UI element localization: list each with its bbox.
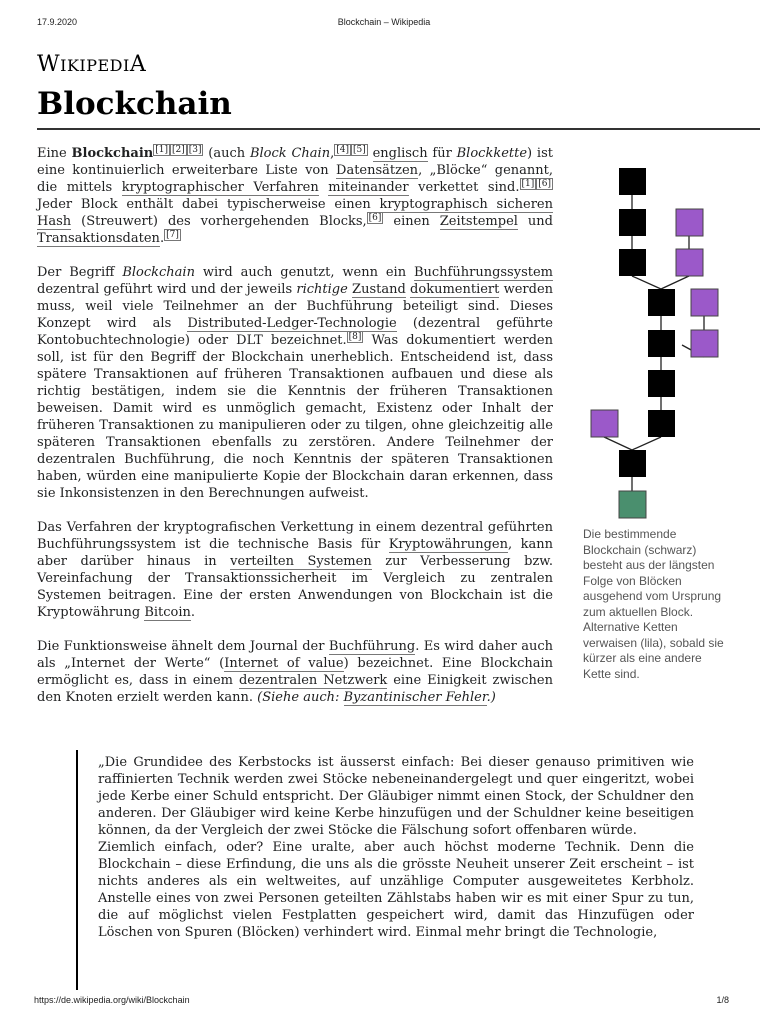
block-main-2 (619, 209, 646, 236)
link-zeitstempel[interactable]: Zeitstempel (439, 214, 518, 229)
link-verteilte-systeme[interactable]: verteilten Systemen (230, 554, 372, 569)
quote-paragraph-2: Ziemlich einfach, oder? Eine uralte, aber auch höchst moderne Technik. Denn die Blockchain – diese Erfindung, die uns als die grösste Neuheit unserer Zeit erscheint – ist nichts anderes als ein weltweites, auf unzählige Computer ausgeweitetes Kerbholz. Anstelle eines von zwei Personen geteilten Zählstabs haben wir es mit einer Spur zu tun, die auf möglichst vielen Festplatten gespeichert wird, damit das Hinzufügen oder Löschen von Spuren (Blöcken) verhindert wird. Einmal mehr bringt die Technologie, (98, 840, 694, 940)
print-title: Blockchain – Wikipedia (337, 17, 431, 27)
link-datensaetze[interactable]: Datensätzen (336, 163, 419, 178)
link-distributed-ledger[interactable]: Distributed-Ledger-Technologie (187, 316, 397, 331)
paragraph-funktionsweise: Die Funktionsweise ähnelt dem Journal der Buchführung. Es wird daher auch als „Internet der Werte“ (Internet of value) bezeichnet. Eine Blockchain ermöglicht es, dass in einem dezentralen Netzwerk eine Einigkeit zwischen den Knoten erzielt werden kann. (Siehe auch: Byzantinischer Fehler.) (37, 639, 554, 705)
link-miteinander[interactable]: miteinander (328, 180, 409, 195)
ref-1[interactable]: [1] (155, 144, 168, 155)
block-main-1 (619, 168, 646, 195)
wordmark-final: A (129, 52, 147, 77)
figure-caption: Die bestimmende Blockchain (schwarz) besteht aus der längsten Folge von Blöcken ausgehend vom Ursprung zum aktuellen Block. Alternative Ketten verwaisen (lila), sobald sie kürzer als eine andere Kette sind. (583, 527, 724, 681)
block-main-5 (648, 330, 675, 357)
block-orphan-3 (691, 289, 718, 316)
blockchain-diagram[interactable] (583, 145, 743, 525)
block-orphan-5 (591, 410, 618, 437)
link-bitcoin[interactable]: Bitcoin (144, 605, 191, 620)
ref-7[interactable]: [7] (166, 229, 179, 240)
paragraph-begriff: Der Begriff Blockchain wird auch genutzt, wenn ein Buchführungssystem dezentral geführt wird und der jeweils richtige Zustand dokumentiert werden muss, weil viele Teilnehmer an der Buchführung beteiligt sind. Dieses Konzept wird als Distributed-Ledger-Technologie (dezentral geführte Kontobuchtechnologie) oder DLT bezeichnet. [8] Was dokumentiert werden soll, ist für den Begriff der Blockchain unerheblich. Entscheidend ist, dass spätere Transaktionen auf früheren Transaktionen aufbauen und diese als richtig bestätigen, indem sie die Kenntnis der früheren Transaktionen beweisen. Damit wird es unmöglich gemacht, Existenz oder Inhalt der früheren Transaktionen zu manipulieren oder zu tilgen, ohne gleichzeitig alle späteren Transaktionen ebenfalls zu zerstören. Andere Teilnehmer der dezentralen Buchführung, die noch Kenntnis der späteren Transaktionen haben, würden eine manipulierte Kopie der Blockchain daran erkennen, dass sie Inkonsistenzen in den Berechnungen aufweist. (37, 265, 554, 501)
ref-2[interactable]: [2] (171, 144, 185, 155)
link-dokumentiert[interactable]: dokumentiert (410, 282, 500, 297)
page-title: Blockchain (37, 86, 232, 122)
block-main-8 (619, 450, 646, 477)
block-orphan-2 (676, 249, 703, 276)
article-body (37, 145, 553, 706)
link-englisch[interactable]: englisch (372, 146, 428, 161)
link-dezentrales-netzwerk[interactable]: dezentralen Netzwerk (238, 673, 388, 688)
link-buchfuehrungssystem[interactable]: Buchführungssystem (413, 265, 553, 280)
quote-paragraph-1: „Die Grundidee des Kerbstocks ist äusserst einfach: Bei dieser genauso primitiven wie raffinierten Technik werden zwei Stöcke nebeneinandergelegt und quer eingeritzt, wobei jede Kerbe einer Schuld entspricht. Der Gläubiger nimmt einen Stock, der Schuldner den anderen. Der Gläubiger wird keine Kerbe hinzufügen und der Schuldner keine beseitigen können, da der Vergleich der zwei Stöcke die Fälschung sofort offenbaren würde. (98, 755, 694, 838)
ref-1b[interactable]: [1] (521, 178, 535, 189)
link-kryptowaehrungen[interactable]: Kryptowährungen (388, 537, 508, 552)
link-byzantinischer-fehler[interactable]: Byzantinischer Fehler (343, 690, 487, 705)
block-main-4 (648, 289, 675, 316)
ref-3[interactable]: [3] (188, 144, 202, 155)
term-bold: Blockchain (71, 146, 154, 161)
block-main-7 (648, 410, 675, 437)
ref-5[interactable]: [5] (352, 144, 366, 155)
ref-4[interactable]: [4] (336, 144, 349, 155)
wordmark-initial: W (37, 52, 61, 77)
ref-8[interactable]: [8] (348, 331, 362, 342)
print-date: 17.9.2020 (37, 17, 78, 27)
title-divider (37, 128, 760, 130)
block-main-3 (619, 249, 646, 276)
block-orphan-4 (691, 330, 718, 357)
block-orphan-1 (676, 209, 703, 236)
link-transaktionsdaten[interactable]: Transaktionsdaten (37, 231, 160, 246)
print-page-number: 1/8 (716, 995, 729, 1005)
ref-6b[interactable]: [6] (368, 212, 382, 223)
link-internet-of-value[interactable]: Internet of value (224, 656, 344, 671)
link-hash[interactable]: kryptographisch sicheren Hash (37, 197, 553, 229)
paragraph-intro: Eine Blockchain [1] [2] [3] (auch Block Chain, [4] [5] englisch für Blockkette) ist eine kontinuierlich erweiterbare Liste von Datensätzen, „Blöcke“ genannt, die mittels kryptographischer Verfahren miteinander verkettet sind. [1] [6] Jeder Block enthält dabei typischerweise einen kryptographisch sicheren Hash (Streuwert) des vorhergehenden Blocks, [6] einen Zeitstempel und Transaktionsdaten. [7] (37, 144, 553, 246)
ref-6[interactable]: [6] (538, 178, 551, 189)
link-kryptographische-verfahren[interactable]: kryptographischer Verfahren (121, 180, 319, 195)
blockquote (98, 754, 694, 941)
link-zustand[interactable]: Zustand (352, 282, 406, 297)
print-url: https://de.wikipedia.org/wiki/Blockchain (34, 995, 190, 1005)
block-main-6 (648, 370, 675, 397)
paragraph-verfahren: Das Verfahren der kryptografischen Verkettung in einem dezentral geführten Buchführungssystem ist die technische Basis für Kryptowährungen, kann aber darüber hinaus in verteilten Systemen zur Verbesserung bzw. Vereinfachung der Transaktionssicherheit im Vergleich zu zentralen Systemen beitragen. Eine der ersten Anwendungen von Blockchain ist die Kryptowährung Bitcoin. (37, 520, 554, 620)
link-buchfuehrung[interactable]: Buchführung (328, 639, 416, 654)
block-genesis (619, 491, 646, 518)
wikipedia-wordmark[interactable] (37, 52, 146, 77)
wordmark-smallcaps: IKIPEDI (60, 56, 130, 75)
